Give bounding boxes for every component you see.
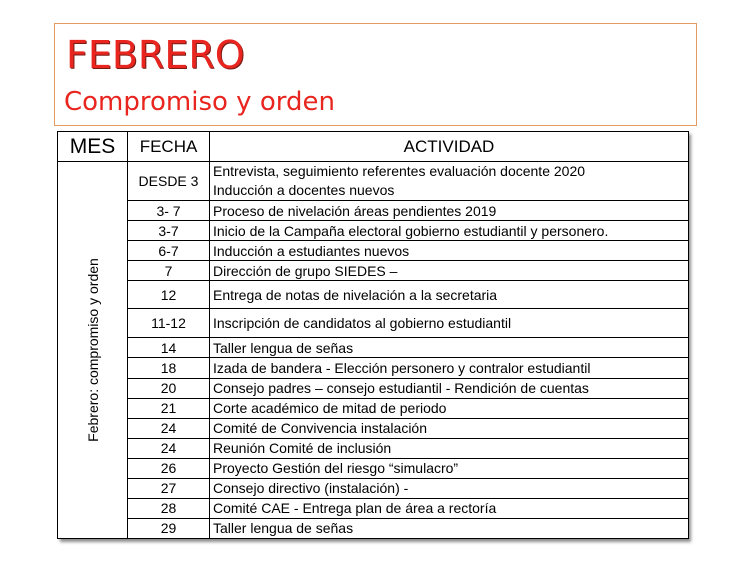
date-cell: 21: [128, 398, 210, 418]
table-row: [58, 241, 689, 261]
activity-text: Comité de Convivencia instalación: [213, 420, 427, 437]
date-cell: 3- 7: [128, 201, 210, 221]
activity-text: Consejo padres – consejo estudiantil - Rendición de cuentas: [213, 380, 589, 397]
month-cell: [58, 162, 128, 539]
activity-text: Inducción a docentes nuevos: [213, 182, 395, 199]
date-cell: 7: [128, 261, 210, 281]
date-cell: 24: [128, 418, 210, 438]
activity-cell: [210, 221, 689, 241]
table-row: [58, 478, 689, 498]
activity-cell: [210, 418, 689, 438]
table-row: [58, 162, 689, 201]
date-cell: 28: [128, 498, 210, 518]
activity-text: Inscripción de candidatos al gobierno estudiantil: [213, 315, 512, 332]
activity-text: Consejo directivo (instalación) -: [213, 480, 409, 497]
date-cell: 6-7: [128, 241, 210, 261]
table-row: [58, 438, 689, 458]
table-row: [58, 281, 689, 309]
table-row: [58, 398, 689, 418]
table-row: [58, 498, 689, 518]
date-cell: 26: [128, 458, 210, 478]
activity-cell: [210, 478, 689, 498]
table-row: [58, 201, 689, 221]
table-row: [58, 338, 689, 358]
activity-text: Comité CAE - Entrega plan de área a rectoría: [213, 500, 497, 517]
date-cell: 3-7: [128, 221, 210, 241]
activity-cell: [210, 201, 689, 221]
activity-text: Entrevista, seguimiento referentes evaluación docente 2020: [213, 163, 586, 180]
activity-cell: [210, 162, 689, 201]
month-label: Febrero: compromiso y orden: [84, 258, 101, 442]
activity-text: Proyecto Gestión del riesgo “simulacro”: [213, 460, 459, 477]
title-box: [54, 23, 697, 126]
date-cell: 29: [128, 518, 210, 538]
header-mes: MES: [58, 132, 128, 162]
header-fecha: FECHA: [128, 132, 210, 162]
activity-text: Corte académico de mitad de periodo: [213, 400, 447, 417]
schedule-table: [57, 131, 689, 539]
activity-cell: [210, 398, 689, 418]
activity-cell: [210, 241, 689, 261]
table-row: [58, 518, 689, 538]
date-cell: DESDE 3: [128, 162, 210, 201]
header-row: [58, 132, 689, 162]
activity-text: Entrega de notas de nivelación a la secretaria: [213, 286, 498, 303]
activity-text: Taller lengua de señas: [213, 520, 354, 537]
table-body: [58, 162, 689, 539]
activity-cell: [210, 458, 689, 478]
activity-cell: [210, 378, 689, 398]
date-cell: 11-12: [128, 309, 210, 338]
activity-cell: [210, 281, 689, 309]
activity-cell: [210, 498, 689, 518]
schedule-table-container: [57, 131, 688, 539]
date-cell: 18: [128, 358, 210, 378]
activity-text: Dirección de grupo SIEDES –: [213, 262, 398, 279]
table-row: [58, 378, 689, 398]
activity-text: Inicio de la Campaña electoral gobierno estudiantil y personero.: [213, 222, 609, 239]
activity-cell: [210, 438, 689, 458]
date-cell: 20: [128, 378, 210, 398]
page-title: FEBRERO: [66, 33, 245, 77]
date-cell: 24: [128, 438, 210, 458]
activity-text: Inducción a estudiantes nuevos: [213, 242, 410, 259]
date-cell: 27: [128, 478, 210, 498]
activity-text: Izada de bandera - Elección personero y contralor estudiantil: [213, 359, 591, 376]
activity-text: Proceso de nivelación áreas pendientes 2019: [213, 202, 497, 219]
table-row: [58, 309, 689, 338]
activity-text: Taller lengua de señas: [213, 339, 354, 356]
activity-text: Reunión Comité de inclusión: [213, 440, 392, 457]
activity-cell: [210, 518, 689, 538]
date-cell: 12: [128, 281, 210, 309]
table-row: [58, 358, 689, 378]
header-actividad: ACTIVIDAD: [210, 132, 689, 162]
table-row: [58, 261, 689, 281]
activity-cell: [210, 261, 689, 281]
page-subtitle: Compromiso y orden: [64, 87, 335, 117]
date-cell: 14: [128, 338, 210, 358]
activity-cell: [210, 309, 689, 338]
table-row: [58, 458, 689, 478]
table-row: [58, 418, 689, 438]
table-row: [58, 221, 689, 241]
activity-cell: [210, 358, 689, 378]
activity-cell: [210, 338, 689, 358]
